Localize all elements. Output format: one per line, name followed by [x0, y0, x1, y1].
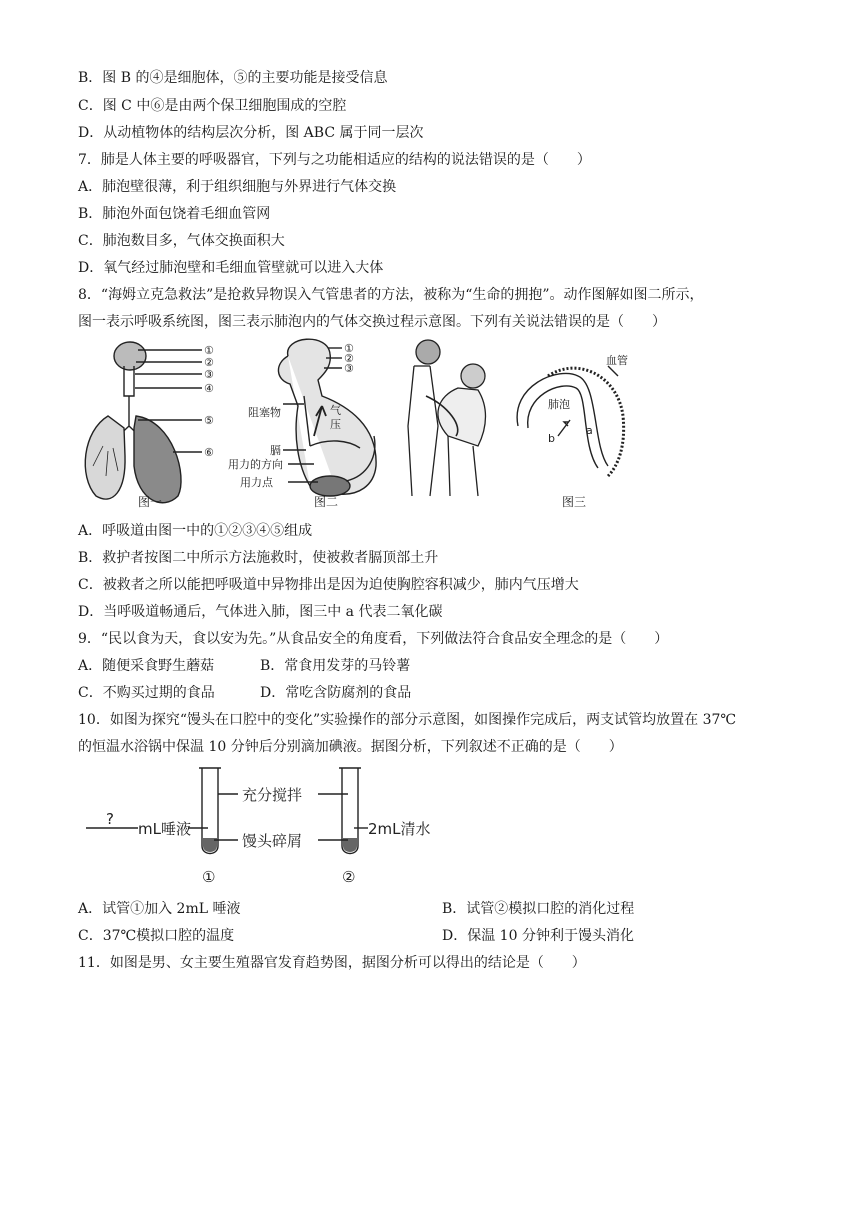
fig1-num-1: ①	[204, 344, 214, 357]
fig3-b-label: b	[548, 432, 555, 445]
q8-option-c: C．被救者之所以能把呼吸道中异物排出是因为迫使胸腔容积减少，肺内气压增大	[78, 577, 579, 593]
fig1-respiratory-system	[85, 342, 202, 503]
fig2-torso-diagram	[278, 339, 376, 496]
fig1-num-2: ②	[204, 356, 214, 369]
q6-option-d: D．从动植物体的结构层次分析，图 ABC 属于同一层次	[78, 125, 424, 141]
fig2-num-1: ①	[344, 342, 354, 355]
q9-option-c: C．不购买过期的食品	[78, 685, 215, 701]
fig3-a-label: a	[586, 424, 593, 437]
q8-option-a: A．呼吸道由图一中的①②③④⑤组成	[78, 523, 313, 539]
water-label: 2mL清水	[368, 820, 431, 838]
fig1-num-5: ⑤	[204, 414, 214, 427]
q10-stem-line1: 10．如图为探究“馒头在口腔中的变化”实验操作的部分示意图，如图操作完成后，两支试管均放置在 37℃	[78, 712, 737, 728]
crumbs-label: 馒头碎屑	[242, 832, 303, 850]
saliva-volume-question-mark: ?	[106, 810, 114, 828]
q7-option-b: B．肺泡外面包饶着毛细血管网	[78, 206, 271, 222]
fig2-label: 图二	[314, 495, 339, 509]
q8-stem-line2: 图一表示呼吸系统图，图三表示肺泡内的气体交换过程示意图。下列有关说法错误的是（ ）	[78, 314, 666, 330]
fig2-num-2: ②	[344, 352, 354, 365]
fig2-force-point-label: 用力点	[240, 476, 273, 489]
q7-option-c: C．肺泡数目多，气体交换面积大	[78, 233, 285, 249]
q9-option-b: B．常食用发芽的马铃薯	[260, 658, 411, 674]
fig3-label: 图三	[562, 495, 587, 509]
fig2-ya-label: 压	[330, 418, 341, 431]
q9-option-a: A．随便采食野生蘑菇	[78, 658, 215, 674]
q6-option-c: C．图 C 中⑥是由两个保卫细胞围成的空腔	[78, 98, 347, 114]
fig1-num-4: ④	[204, 382, 214, 395]
q8-option-b: B．救护者按图二中所示方法施救时，使被救者膈顶部土升	[78, 550, 439, 566]
fig1-num-6: ⑥	[204, 446, 214, 459]
fig3-alveolus-label: 肺泡	[548, 398, 570, 411]
q9-stem: 9．“民以食为天，食以安为先。”从食品安全的角度看，下列做法符合食品安全理念的是（ ）	[78, 631, 669, 647]
q10-stem-line2: 的恒温水浴锅中保温 10 分钟后分别滴加碘液。据图分析，下列叙述不正确的是（ ）	[78, 739, 623, 755]
fig2-qi-label: 气	[330, 404, 341, 417]
fig2-diaphragm-label: 膈	[270, 444, 281, 457]
tube-1-label: ①	[202, 868, 216, 886]
q10-option-b: B．试管②模拟口腔的消化过程	[442, 901, 635, 917]
q10-option-a: A．试管①加入 2mL 唾液	[78, 901, 241, 917]
fig3-vessel-label: 血管	[606, 354, 628, 367]
q10-option-c: C．37℃模拟口腔的温度	[78, 928, 235, 944]
fig2-num-3: ③	[344, 362, 354, 375]
q6-option-b: B．图 B 的④是细胞体，⑤的主要功能是接受信息	[78, 70, 388, 86]
fig1-num-3: ③	[204, 368, 214, 381]
stir-label: 充分搅拌	[242, 786, 303, 804]
tube-2-label: ②	[342, 868, 356, 886]
q7-option-d: D．氧气经过肺泡壁和毛细血管壁就可以进入大体	[78, 260, 384, 276]
fig1-label: 图一	[138, 495, 163, 509]
q10-option-d: D．保温 10 分钟利于馒头消化	[442, 928, 634, 944]
q8-stem-line1: 8．“海姆立克急救法”是抢救异物误入气管患者的方法，被称为“生命的拥抱”。动作图解如图二所示，	[78, 287, 704, 303]
q8-figure	[78, 336, 638, 514]
saliva-label: mL唾液	[138, 820, 191, 838]
fig3-alveolus-diagram	[517, 366, 624, 476]
fig2-force-direction-label: 用力的方向	[228, 458, 283, 471]
q8-option-d: D．当呼吸道畅通后，气体进入肺，图三中 a 代表二氧化碳	[78, 604, 443, 620]
q7-option-a: A．肺泡壁很薄，利于组织细胞与外界进行气体交换	[78, 179, 397, 195]
q10-figure	[78, 764, 438, 890]
q11-stem: 11．如图是男、女主要生殖器官发育趋势图，据图分析可以得出的结论是（ ）	[78, 955, 586, 971]
heimlich-photo-illustration	[408, 340, 486, 496]
fig2-obstacle-label: 阻塞物	[248, 406, 281, 419]
q7-stem: 7．肺是人体主要的呼吸器官，下列与之功能相适应的结构的说法错误的是（ ）	[78, 152, 591, 168]
q9-option-d: D．常吃含防腐剂的食品	[260, 685, 412, 701]
